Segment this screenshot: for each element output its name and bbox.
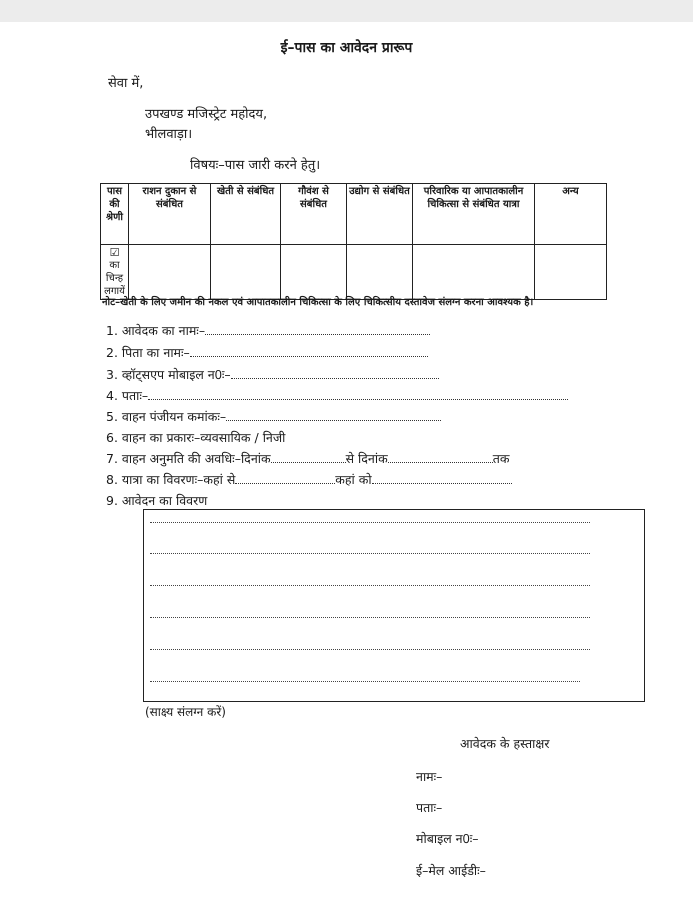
check-label-2: लगायें [104,286,125,297]
header-ration: राशन दुकान से संबंधित [129,184,211,245]
father-name-line[interactable] [190,346,428,357]
header-pass-category: पास की श्रेणी [101,184,129,245]
address-line[interactable] [148,389,568,400]
addressee-line-2: भीलवाड़ा। [145,127,193,142]
header-farming: खेती से संबंधित [211,184,281,245]
journey-from-label: 8. यात्रा का विवरणः–कहां से [106,472,236,487]
permit-from-label: 7. वाहन अनुमति की अवधिः–दिनांक [106,451,271,466]
field-vehicle-reg-label: 5. वाहन पंजीयन कमांकः– [106,409,227,424]
details-line [150,553,590,554]
field-father-name-label: 2. पिता का नामः– [106,345,190,360]
header-medical: परिवारिक या आपातकालीन चिकित्सा से संबंधित यात्रा [413,184,535,245]
signature-mobile: मोबाइल न0ः– [416,831,479,846]
pass-category-table [100,183,607,300]
field-permit-period [106,450,509,467]
details-line [150,522,590,523]
permit-to-label: से दिनांक [345,451,388,466]
signature-heading: आवेदक के हस्ताक्षर [460,736,550,751]
field-whatsapp-label: 3. व्हॉट्सएप मोबाइल न0ः– [106,367,231,382]
note: नोट–खेती के लिए जमीन की नकल एवं आपातकालीन चिकित्सा के लिए चिकित्सीय दस्तावेज संलग्न करना आवश्यक है। [102,297,534,308]
signature-address: पताः– [416,800,443,815]
field-vehicle-reg [106,408,441,425]
addressee-line-1: उपखण्ड मजिस्ट्रेट महोदय, [145,107,268,122]
details-line [150,649,590,650]
top-bar [0,0,693,22]
salutation: सेवा में, [108,76,144,91]
cell-industry[interactable] [347,245,413,300]
cell-farming[interactable] [211,245,281,300]
signature-email: ई–मेल आईडीः– [416,863,486,878]
evidence-note: (साक्ष्य संलग्न करें) [145,705,226,719]
journey-to-label: कहां को [335,472,372,487]
cell-ration[interactable] [129,245,211,300]
header-cattle: गौवंश से संबंधित [281,184,347,245]
details-line [150,681,580,682]
permit-until-label: तक [492,451,510,466]
cell-cattle[interactable] [281,245,347,300]
field-application-details: 9. आवेदन का विवरण [106,493,208,508]
field-vehicle-type: 6. वाहन का प्रकारः–व्यवसायिक / निजी [106,430,286,445]
check-instruction-cell [101,245,129,300]
applicant-name-line[interactable] [205,324,430,335]
whatsapp-line[interactable] [231,368,439,379]
vehicle-reg-line[interactable] [226,410,441,421]
permit-from-line[interactable] [271,452,346,463]
field-journey [106,471,512,488]
cell-other[interactable] [535,245,607,300]
check-label-1: का चिन्ह [105,260,124,284]
permit-to-line[interactable] [388,452,493,463]
field-applicant-name [106,322,430,339]
checkbox-icon: ☑ [109,246,120,259]
header-other: अन्य [535,184,607,245]
field-address-label: 4. पताः– [106,388,149,403]
cell-medical[interactable] [413,245,535,300]
field-father-name [106,344,428,361]
details-line [150,617,590,618]
application-details-box[interactable] [143,509,645,702]
form-title: ई–पास का आवेदन प्रारूप [280,40,413,56]
header-industry: उद्योग से संबंधित [347,184,413,245]
subject: विषयः–पास जारी करने हेतु। [190,158,321,173]
signature-name: नामः– [416,769,443,784]
field-applicant-name-label: 1. आवेदक का नामः– [106,323,206,338]
details-line [150,585,590,586]
field-whatsapp [106,366,439,383]
journey-to-line[interactable] [372,473,512,484]
journey-from-line[interactable] [235,473,335,484]
field-address [106,387,568,404]
